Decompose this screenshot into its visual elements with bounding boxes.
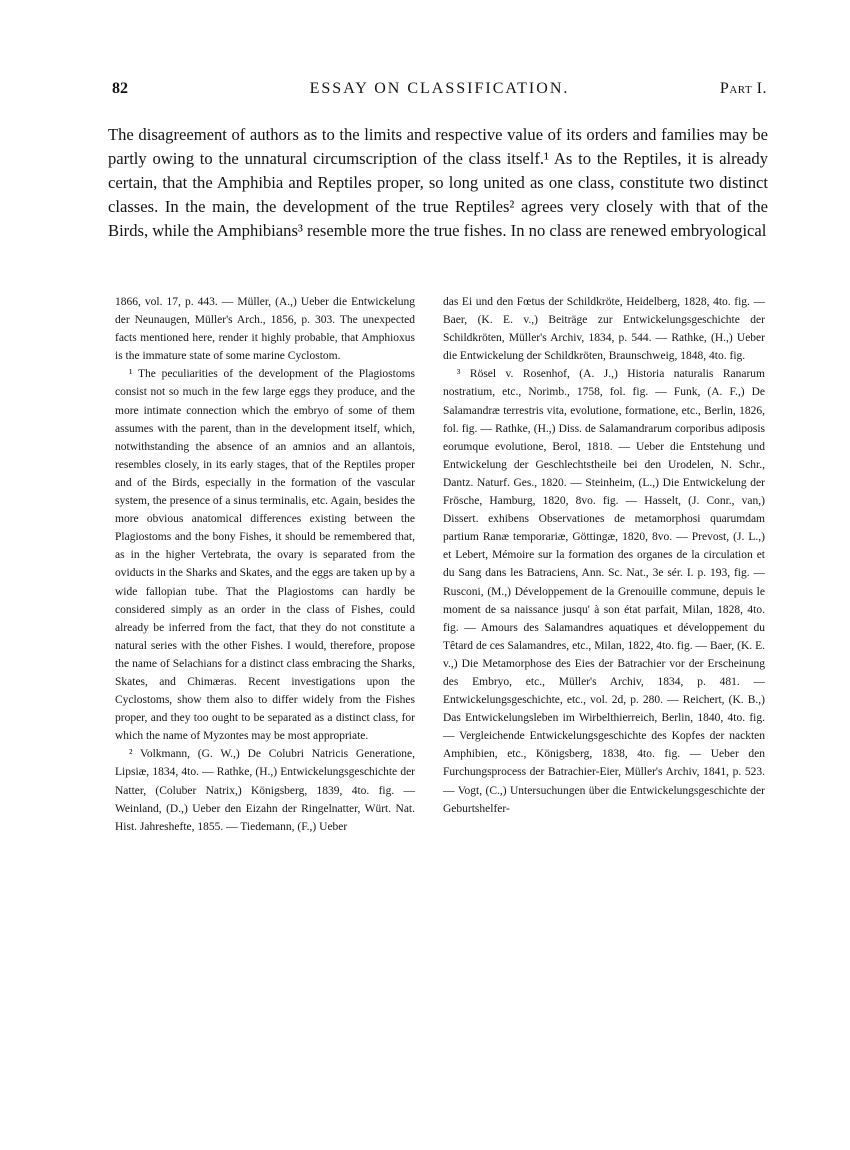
footnote-column-left [115,293,415,836]
running-header [112,80,767,102]
footnote-1: ¹ The peculiarities of the development of the Plagiostoms consist not so much in the few large eggs they produce, and the more intimate connection which the embryo of some of them assumes with the parent, than in the development itself, which, notwithstanding the absence of an amnios and an allantois, resembles closely, in its early stages, that of the Reptiles proper and of the Birds, especially in the formation of the vascular system, the presence of a sinus terminalis, etc. Again, besides the more obvious anatomical differences existing between the Plagiostoms and the bony Fishes, it should be remembered that, as in the higher Vertebrata, the ovary is separated from the oviducts in the Sharks and Skates, and the eggs are taken up by a wide fallopian tube. That the Plagiostoms can hardly be considered simply as an order in the class of Fishes, could already be inferred from the fact, that they do not constitute a natural series with the other Fishes. I would, therefore, propose the name of Selachians for a distinct class embracing the Sharks, Skates, and Chimæras. Recent investigations upon the Cyclostoms, show them also to differ widely from the Fishes proper, and they too ought to be separated as a distinct class, for which the name of Myzontes may be most appropriate. [115,368,415,743]
page-number: 82 [112,80,128,97]
main-paragraph: The disagreement of authors as to the limits and respective value of its orders and families may be partly owing to the unnatural circumscription of the class itself.¹ As to the Reptiles, it is already certain, that the Amphibia and Reptiles proper, so long united as one class, constitute two distinct classes. In the main, the development of the true Reptiles² agrees very closely with that of the Birds, while the Amphibians³ resemble more the true fishes. In no class are renewed embryological [108,125,768,240]
footnote-column-right [443,293,765,818]
footnote-2-continuation: das Ei und den Fœtus der Schildkröte, Heidelberg, 1828, 4to. fig. — Baer, (K. E. v.,) Beiträge zur Entwickelungsgeschichte der Schildkröten, Müller's Archiv, 1834, p. 544. — Rathke, (H.,) Ueber die Entwickelung der Schildkröten, Braunschweig, 1848, 4to. fig. [443,296,765,363]
footnote-3: ³ Rösel v. Rosenhof, (A. J.,) Historia naturalis Ranarum nostratium, etc., Norimb., 1758, fol. fig. — Funk, (A. F.,) De Salamandræ terrestris vita, evolutione, formatione, etc., Berlin, 1826, fol. fig. — Rathke, (H.,) Diss. de Salamandrarum corporibus adiposis eorumque evolutione, Berol, 1818. — Ueber die Entstehung und Entwickelung der Geschlechtstheile bei den Urodelen, N. Schr., Dantz. Naturf. Ges., 1820. — Steinheim, (L.,) Die Entwickelung der Frösche, Hamburg, 1820, 8vo. fig. — Hasselt, (J. Conr., van,) Dissert. exhibens Observationes de metamorphosi quarumdam partium Ranæ temporariæ, Göttingæ, 1820, 8vo. — Prevost, (J. L.,) et Lebert, Mémoire sur la formation des organes de la circulation et du Sang dans les Batraciens, Ann. Sc. Nat., 3e sér. I. p. 193, fig. — Rusconi, (M.,) Développement de la Grenouille commune, depuis le moment de sa naissance jusqu' à son état parfait, Milan, 1828, 4to. fig. — Amours des Salamandres aquatiques et développement du Têtard de ces Salamandres, etc., Milan, 1822, 4to. fig. — Baer, (K. E. v.,) Die Metamorphose des Eies der Batrachier vor der Erscheinung des Embryo, etc., Müller's Archiv, 1834, p. 481. — Entwickelungsgeschichte, etc., vol. 2d, p. 280. — Reichert, (K. B.,) Das Entwickelungsleben im Wirbelthierreich, Berlin, 1840, 4to. fig. — Vergleichende Entwickelungsgeschichte des Kopfes der nackten Amphibien, etc., Königsberg, 1838, 4to. fig. — Ueber den Furchungsprocess der Batrachier-Eier, Müller's Archiv, 1841, p. 523. — Vogt, (C.,) Untersuchungen über die Entwickelungsgeschichte der Geburtshelfer- [443,368,765,815]
running-title: ESSAY ON CLASSIFICATION. [309,80,570,97]
part-label: Part I. [719,80,767,97]
footnote-2: ² Volkmann, (G. W.,) De Colubri Natricis Generatione, Lipsiæ, 1834, 4to. — Rathke, (H.,) Entwickelungsgeschichte der Natter, (Coluber Natrix,) Königsberg, 1839, 4to. fig. — Weinland, (D.,) Ueber den Eizahn der Ringelnatter, Würt. Nat. Hist. Jahreshefte, 1855. — Tiedemann, (F.,) Ueber [115,748,415,833]
footnote-continuation: 1866, vol. 17, p. 443. — Müller, (A.,) Ueber die Entwickelung der Neunaugen, Müller's Arch., 1856, p. 303. The unexpected facts mentioned here, render it highly probable, that Amphioxus is the immature state of some marine Cyclostom. [115,296,415,363]
